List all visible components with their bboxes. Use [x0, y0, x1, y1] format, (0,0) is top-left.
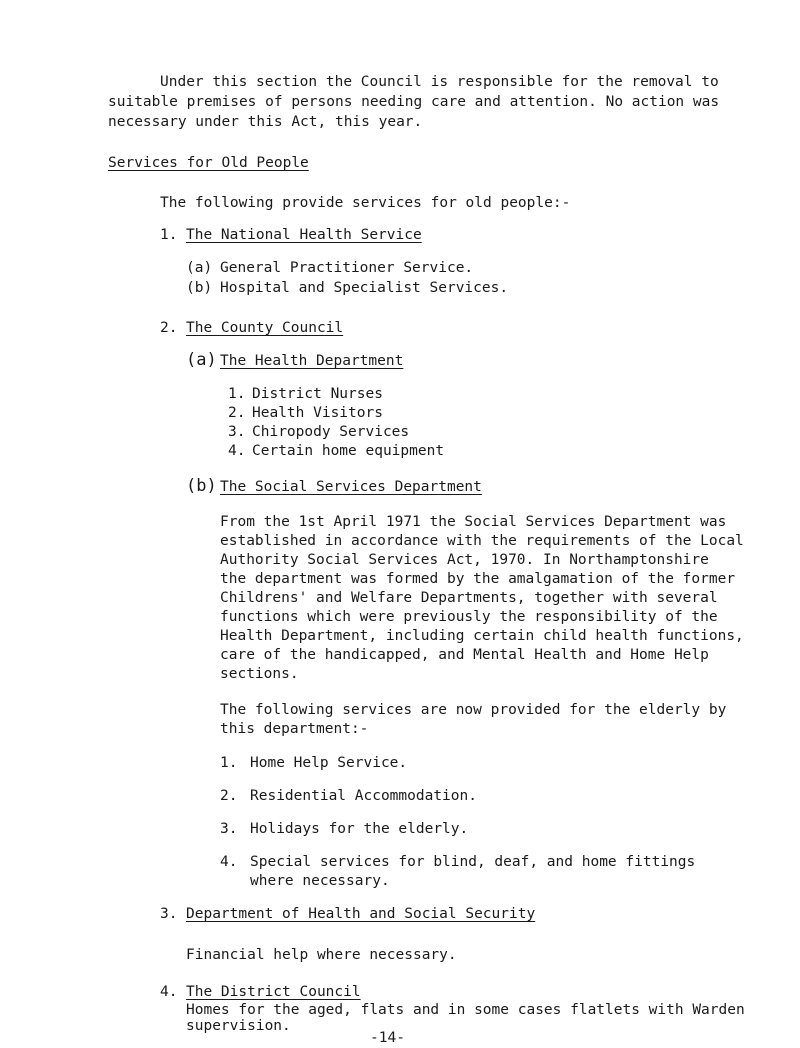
- social-item-2-num: 2.: [220, 788, 238, 804]
- social-item-4-text: Special services for blind, deaf, and home fittings: [250, 854, 696, 870]
- health-item-2-text: Health Visitors: [252, 405, 383, 421]
- social-item-1-num: 1.: [220, 755, 238, 771]
- intro-line-2: suitable premises of persons needing care and attention. No action was: [108, 94, 720, 110]
- section-1-title: The National Health Service: [186, 227, 422, 243]
- section-2a-title: The Health Department: [220, 353, 404, 369]
- section-4-number: 4.: [160, 984, 178, 1000]
- health-item-4-text: Certain home equipment: [252, 443, 445, 459]
- page-number: -14-: [370, 1030, 405, 1046]
- section-3-text: Financial help where necessary.: [186, 947, 457, 963]
- health-item-3-num: 3.: [228, 424, 246, 440]
- health-item-1-text: District Nurses: [252, 386, 383, 402]
- section-1-item-a-label: (a): [186, 260, 213, 276]
- health-item-3-text: Chiropody Services: [252, 424, 410, 440]
- intro-line-3: necessary under this Act, this year.: [108, 114, 423, 130]
- section-1-item-b-text: Hospital and Specialist Services.: [220, 280, 509, 296]
- social-item-4-num: 4.: [220, 854, 238, 870]
- section-4-line-1: Homes for the aged, flats and in some cases flatlets with Warden: [186, 1002, 745, 1018]
- social-para-line-1: From the 1st April 1971 the Social Services Department was: [220, 514, 727, 530]
- section-2-title: The County Council: [186, 320, 344, 336]
- section-4-line-2: supervision.: [186, 1018, 291, 1034]
- section-3-number: 3.: [160, 906, 178, 922]
- services-heading: Services for Old People: [108, 155, 309, 171]
- social-para-line-8: care of the handicapped, and Mental Health and Home Help: [220, 647, 709, 663]
- social-para-line-9: sections.: [220, 666, 299, 682]
- section-2b-label: (b): [186, 476, 217, 496]
- health-item-1-num: 1.: [228, 386, 246, 402]
- section-2b-title: The Social Services Department: [220, 479, 482, 495]
- social-para2-line-2: this department:-: [220, 721, 369, 737]
- section-1-item-b-label: (b): [186, 280, 213, 296]
- social-item-4-continuation: where necessary.: [250, 873, 390, 889]
- section-1-item-a-text: General Practitioner Service.: [220, 260, 474, 276]
- intro-line-1: Under this section the Council is responsible for the removal to: [160, 74, 719, 90]
- section-2a-label: (a): [186, 350, 217, 370]
- social-para-line-5: Childrens' and Welfare Departments, together with several: [220, 590, 718, 606]
- social-para-line-3: Authority Social Services Act, 1970. In Northamptonshire: [220, 552, 709, 568]
- social-item-1-text: Home Help Service.: [250, 755, 408, 771]
- social-item-3-num: 3.: [220, 821, 238, 837]
- section-3-title: Department of Health and Social Security: [186, 906, 536, 922]
- services-intro: The following provide services for old people:-: [160, 195, 571, 211]
- social-para-line-6: functions which were previously the responsibility of the: [220, 609, 718, 625]
- health-item-4-num: 4.: [228, 443, 246, 459]
- health-item-2-num: 2.: [228, 405, 246, 421]
- section-2-number: 2.: [160, 320, 178, 336]
- section-1-number: 1.: [160, 227, 178, 243]
- social-item-3-text: Holidays for the elderly.: [250, 821, 469, 837]
- section-4-title: The District Council: [186, 984, 361, 1000]
- social-para-line-2: established in accordance with the requirements of the Local: [220, 533, 744, 549]
- social-para2-line-1: The following services are now provided for the elderly by: [220, 702, 727, 718]
- social-para-line-4: the department was formed by the amalgamation of the former: [220, 571, 736, 587]
- social-para-line-7: Health Department, including certain child health functions,: [220, 628, 744, 644]
- social-item-2-text: Residential Accommodation.: [250, 788, 477, 804]
